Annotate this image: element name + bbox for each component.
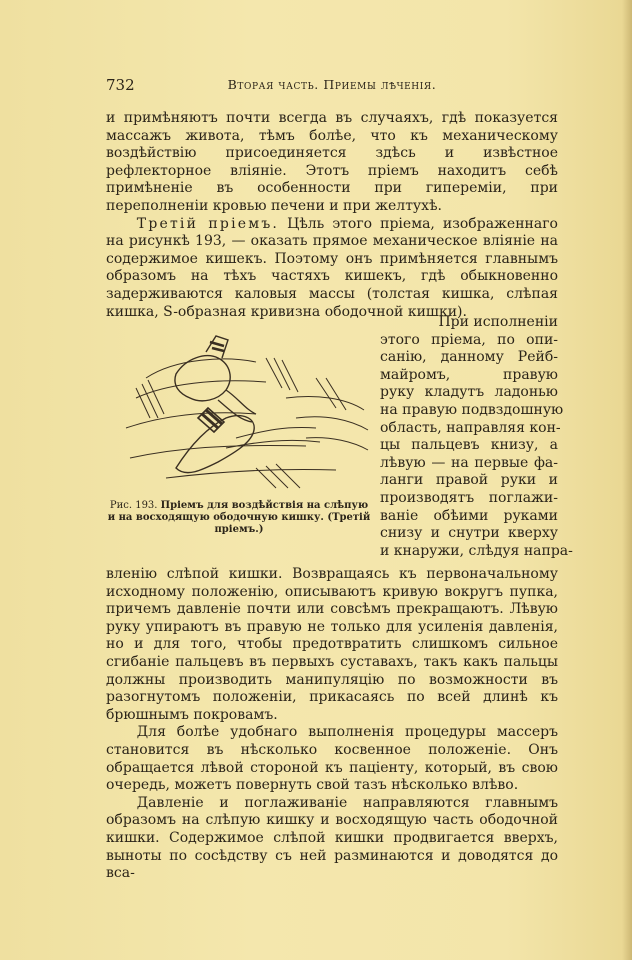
side-text-line: на правую подвздошную <box>380 401 564 418</box>
side-text-line: этого пріема, по опи- <box>380 331 558 348</box>
side-text-line: лѣвую — на первые фа- <box>380 454 558 471</box>
page-edge-shadow <box>622 0 632 960</box>
page-header <box>106 76 558 96</box>
side-text-line: снизу и снутри кверху <box>380 525 558 542</box>
running-head: Вторая часть. Приемы лѣченія. <box>227 77 437 92</box>
side-text-column <box>380 314 573 560</box>
paragraph: Для болѣе удобнаго выполненія процедуры массеръ становится въ нѣсколько косвенное положеніе. Онъ обращается лѣвой стороной къ паціенту, который, въ свою очередь, можетъ повернуть свой тазъ нѣсколько влѣво. <box>106 724 558 794</box>
hands-on-abdomen-illustration <box>106 318 372 500</box>
side-text-line: производятъ поглажи- <box>380 489 558 506</box>
paragraph-text: Цѣль этого пріема, изображеннаго на рисункѣ 193, — оказать прямое механическое вліяніе на содержимое кишекъ. Поэтому онъ примѣняется главнымъ образомъ на тѣхъ частяхъ кишекъ, гдѣ обыкновенно задерживаются каловыя массы (толстая кишка, слѣпая кишка, S-образная кривизна ободочной кишки). <box>106 215 558 320</box>
paragraph-third-technique <box>106 216 558 322</box>
paragraph: Давленіе и поглаживаніе направляются главнымъ образомъ на слѣпую кишку и восходящую часть ободочной кишки. Содержимое слѣпой кишки продвигается вверхъ, выноты по сосѣдству съ ней разминаются и доводятся до вса- <box>106 794 558 882</box>
page-number: 732 <box>106 76 135 94</box>
side-text-line: ланги правой руки и <box>380 472 558 489</box>
caption-text: Пріемъ для воздѣйствія на слѣпую и на восходящую ободочную кишку. (Третій пріемъ.) <box>107 500 371 535</box>
side-text-line: и кнаружи, слѣдуя напра- <box>380 542 573 559</box>
side-text-line: ваніе обѣими руками <box>380 507 558 524</box>
paragraph: вленію слѣпой кишки. Возвращаясь къ первоначальному исходному положенію, описываютъ кривую вокругъ пупка, причемъ давленіе почти или совсѣмъ прекращаютъ. Лѣвую руку упираютъ въ правую не только для усиленія давленія, но и для того, чтобы предотвратить слишкомъ сильное сгибаніе пальцевъ въ первыхъ суставахъ, такъ какъ пальцы должны производить манипуляцію по возможности въ разогнутомъ положеніи, прикасаясь по всей длинѣ къ брюшнымъ покровамъ. <box>106 566 558 723</box>
text-block-top <box>106 110 558 321</box>
side-text-line: санію, данному Рейб- <box>380 349 558 366</box>
figure-caption <box>106 500 372 536</box>
side-text-line: При исполненіи <box>438 314 558 330</box>
technique-heading: Третій пріемъ. <box>136 215 280 232</box>
text-block-bottom <box>106 566 558 883</box>
side-text-line: майромъ, правую <box>380 366 558 383</box>
figure-illustration <box>106 318 372 500</box>
paragraph: и примѣняютъ почти всегда въ случаяхъ, гдѣ показуется массажъ живота, тѣмъ болѣе, что къ механическому воздѣйствію присоединяется здѣсь и извѣстное рефлекторное вліяніе. Этотъ пріемъ находитъ себѣ примѣненіе въ особенности при гипереміи, при переполненіи кровью печени и при желтухѣ. <box>106 110 558 214</box>
caption-number: Рис. 193. <box>109 500 158 511</box>
side-text-line: цы пальцевъ книзу, а <box>380 437 558 454</box>
side-text-line: область, направляя кон- <box>380 419 561 436</box>
side-text-line: руку кладутъ ладонью <box>380 384 558 401</box>
